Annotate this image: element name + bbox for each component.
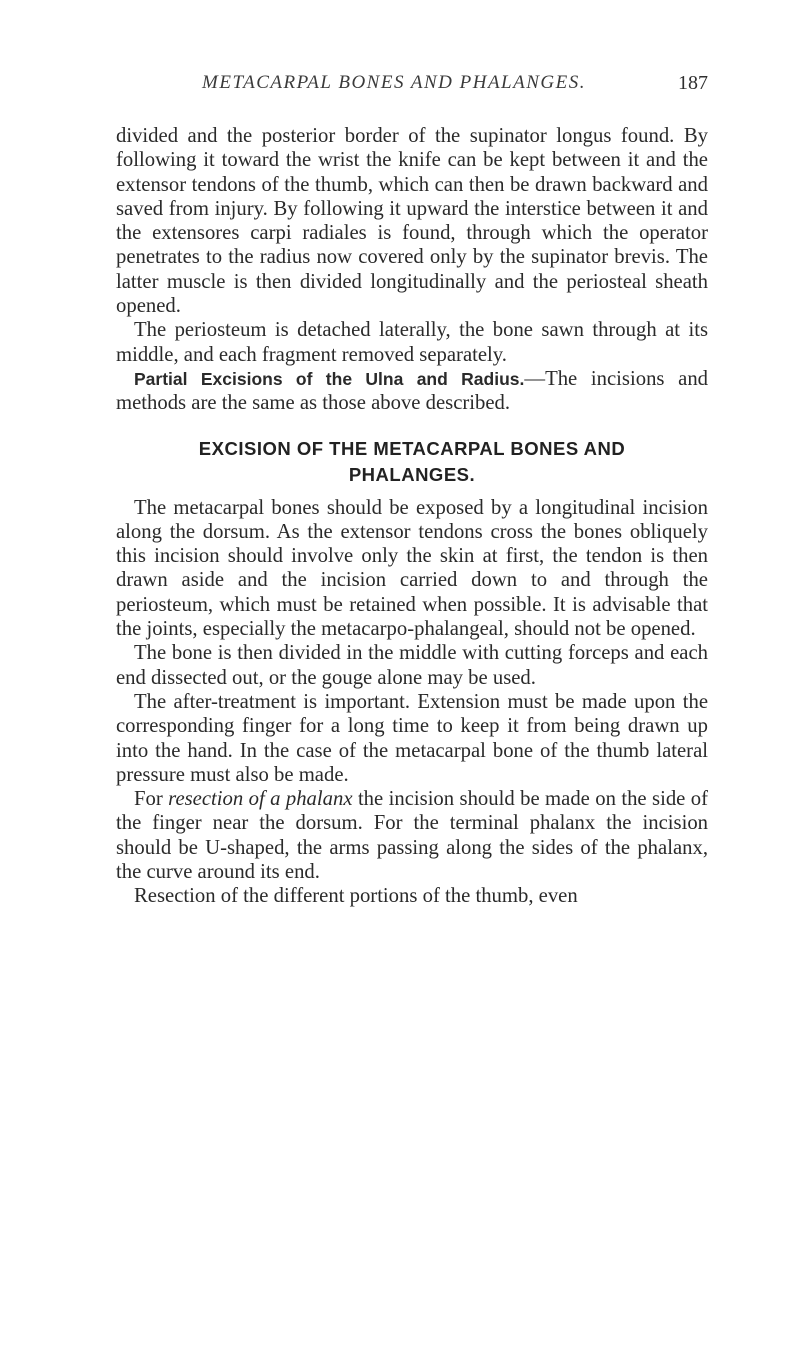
run-in-text: —The incisions and methods are the same as those above described. [116, 367, 709, 415]
phalanx-lead: For [134, 788, 163, 811]
phalanx-italic-term: resection of a phalanx [168, 788, 353, 811]
paragraph-phalanx-resection [116, 787, 708, 884]
paragraph-continued: divided and the posterior border of the supinator longus found. By following it toward the wrist the knife can be kept between it and the extensor tendons of the thumb, which can then be drawn backward and saved from injury. By following it upward the interstice between it and the extensores carpi radiales is found, through which the operator penetrates to the radius now covered only by the supinator brevis. The latter muscle is then divided longitudinally and the periosteal sheath opened. [116, 125, 708, 318]
paragraph-bone-division: The bone is then divided in the middle with cutting forceps and each end dissected out, or the gouge alone may be used. [116, 642, 708, 689]
book-page [116, 72, 708, 909]
paragraph-metacarpal-exposure: The metacarpal bones should be exposed by a longitudinal incision along the dorsum. As the extensor tendons cross the bones obliquely this incision should involve only the skin at first, the tendon is then drawn aside and the incision carried down to and through the periosteum, which must be retained when possible. It is advisable that the joints, especially the metacarpo-phalangeal, should not be opened. [116, 496, 708, 641]
running-title: METACARPAL BONES AND PHALANGES. [202, 72, 586, 93]
running-header [116, 72, 708, 102]
section-heading-line-1: EXCISION OF THE METACARPAL BONES AND [198, 437, 626, 459]
paragraph-periosteum: The periosteum is detached laterally, the bone sawn through at its middle, and each fragment removed separately. [116, 319, 708, 366]
paragraph-partial-excisions [116, 367, 708, 416]
run-in-heading: Partial Excisions of the Ulna and Radius. [134, 368, 525, 389]
section-heading-line-2: PHALANGES. [348, 463, 476, 485]
section-heading [116, 436, 708, 488]
page-number: 187 [678, 72, 708, 94]
paragraph-after-treatment: The after-treatment is important. Extension must be made upon the corresponding finger for a long time to keep it from being drawn up into the hand. In the case of the metacarpal bone of the thumb lateral pressure must also be made. [116, 690, 708, 786]
phalanx-rest: the incision should be made on the side of the finger near the dorsum. For the terminal phalanx the incision should be U-shaped, the arms passing along the sides of the phalanx, the curve around its end. [116, 788, 708, 884]
paragraph-thumb-resection: Resection of the different portions of the thumb, even [134, 885, 578, 908]
